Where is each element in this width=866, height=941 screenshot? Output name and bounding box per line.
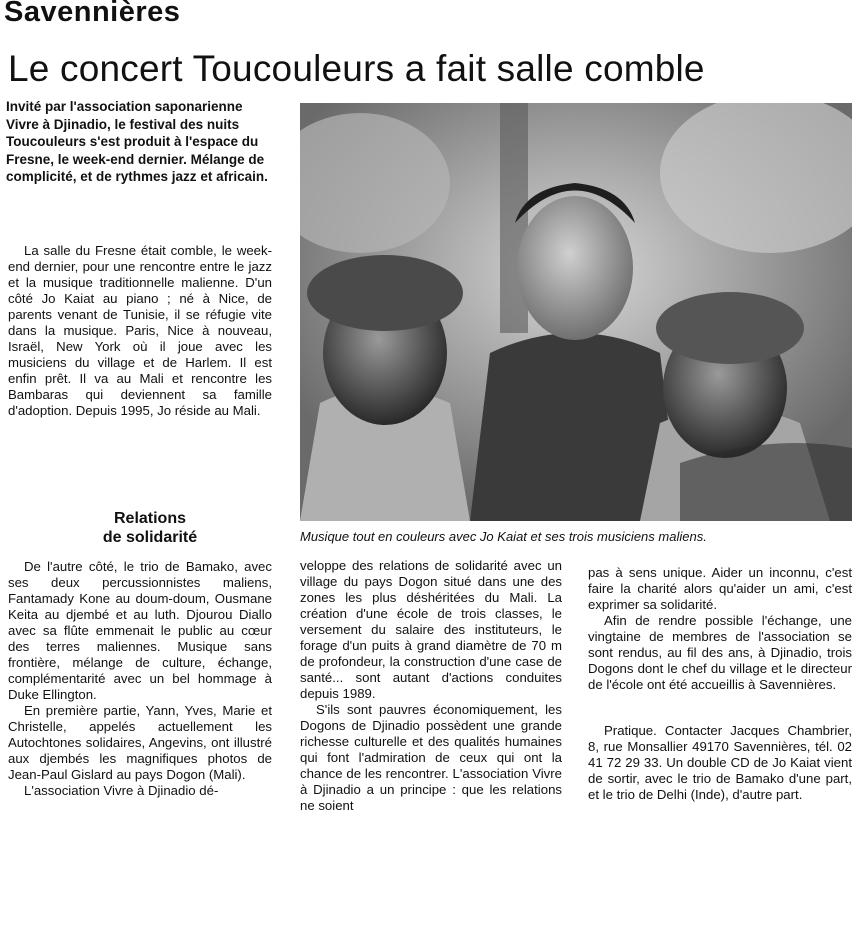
article-lead xyxy=(6,98,274,186)
column-2 xyxy=(300,558,562,814)
clipping-edge-mark xyxy=(798,0,858,6)
intertitle-line-1: Relations xyxy=(113,510,186,527)
section-rubric: Savennières xyxy=(4,0,181,28)
photo-caption: Musique tout en couleurs avec Jo Kaiat et ses trois musiciens maliens. xyxy=(300,529,707,544)
column-1-intro xyxy=(8,243,272,419)
paragraph: L'association Vivre à Djinadio dé- xyxy=(24,783,219,798)
paragraph: La salle du Fresne était comble, le week-end dernier, pour une rencontre entre le jazz et la musique traditionnelle malienne. D'un côté Jo Kaiat au piano ; né à Nice, de parents venant de Tunisie, il se réfugie vite dans la musique. Paris, Nice à nouveau, Israël, New York où il joue avec les musiciens du village et de Harlem. Il est enfin prêt. Il va au Mali et rencontre les Bambaras qui deviennent sa famille d'adoption. Depuis 1995, Jo réside au Mali. xyxy=(8,243,272,418)
column-1-body xyxy=(8,559,272,799)
paragraph: veloppe des relations de solidarité avec un village du pays Dogon situé dans une des zones les plus déshéritées du Mali. La création d'une école de trois classes, le versement du salaire des instituteurs, le forage d'un puits à grand diamètre de 70 m de profondeur, la construction d'une case de santé... sont autant d'actions conduites depuis 1989. xyxy=(300,558,562,701)
paragraph: De l'autre côté, le trio de Bamako, avec ses deux percussionnistes maliens, Fantamady Kone au doum-doum, Ousmane Keita au djembé et au luth. Djourou Diallo avec sa flûte emmenait le public au cœur des terres maliennes. Musique sans frontière, mélange de culture, échange, complémentarité avec un bel hommage à Duke Ellington. xyxy=(8,559,272,702)
practical-info: Pratique. Contacter Jacques Chambrier, 8, rue Monsallier 49170 Savennières, tél. 02 41 72 29 33. Un double CD de Jo Kaiat vient de sortir, avec le trio de Bamako d'une part, et le trio de Delhi (Inde), d'autre part. xyxy=(588,723,852,802)
paragraph: pas à sens unique. Aider un inconnu, c'est faire la charité alors qu'aider un ami, c'est exprimer sa solidarité. xyxy=(588,565,852,612)
photo-musicians-image xyxy=(300,103,852,521)
paragraph: En première partie, Yann, Yves, Marie et Christelle, appelés actuellement les Autochtones solidaires, Angevins, ont illustré aux djembés les magnifiques photos de Jean-Paul Gislard au pays Dogon (Mali). xyxy=(8,703,272,782)
intertitle xyxy=(60,509,240,547)
paragraph: Afin de rendre possible l'échange, une vingtaine de membres de l'association se sont rendus, au fil des ans, à Djinadio, trois Dogons dont le chef du village et le directeur de l'école ont été accueillis à Savennières. xyxy=(588,613,852,692)
paragraph: S'ils sont pauvres économiquement, les Dogons de Djinadio possèdent une grande richesse culturelle et des qualités humaines qui font l'admiration de ceux qui ont la chance de les rencontrer. L'association Vivre à Djinadio a un principe : que les relations ne soient xyxy=(300,702,562,813)
lead-text: Invité par l'association saponarienne Vivre à Djinadio, le festival des nuits Toucouleurs s'est produit à l'espace du Fresne, le week-end dernier. Mélange de complicité, et de rythmes jazz et africain. xyxy=(6,99,268,184)
column-3 xyxy=(588,565,852,803)
intertitle-line-2: de solidarité xyxy=(102,529,198,546)
article-photo xyxy=(300,103,852,521)
article-headline: Le concert Toucouleurs a fait salle comble xyxy=(8,48,705,89)
